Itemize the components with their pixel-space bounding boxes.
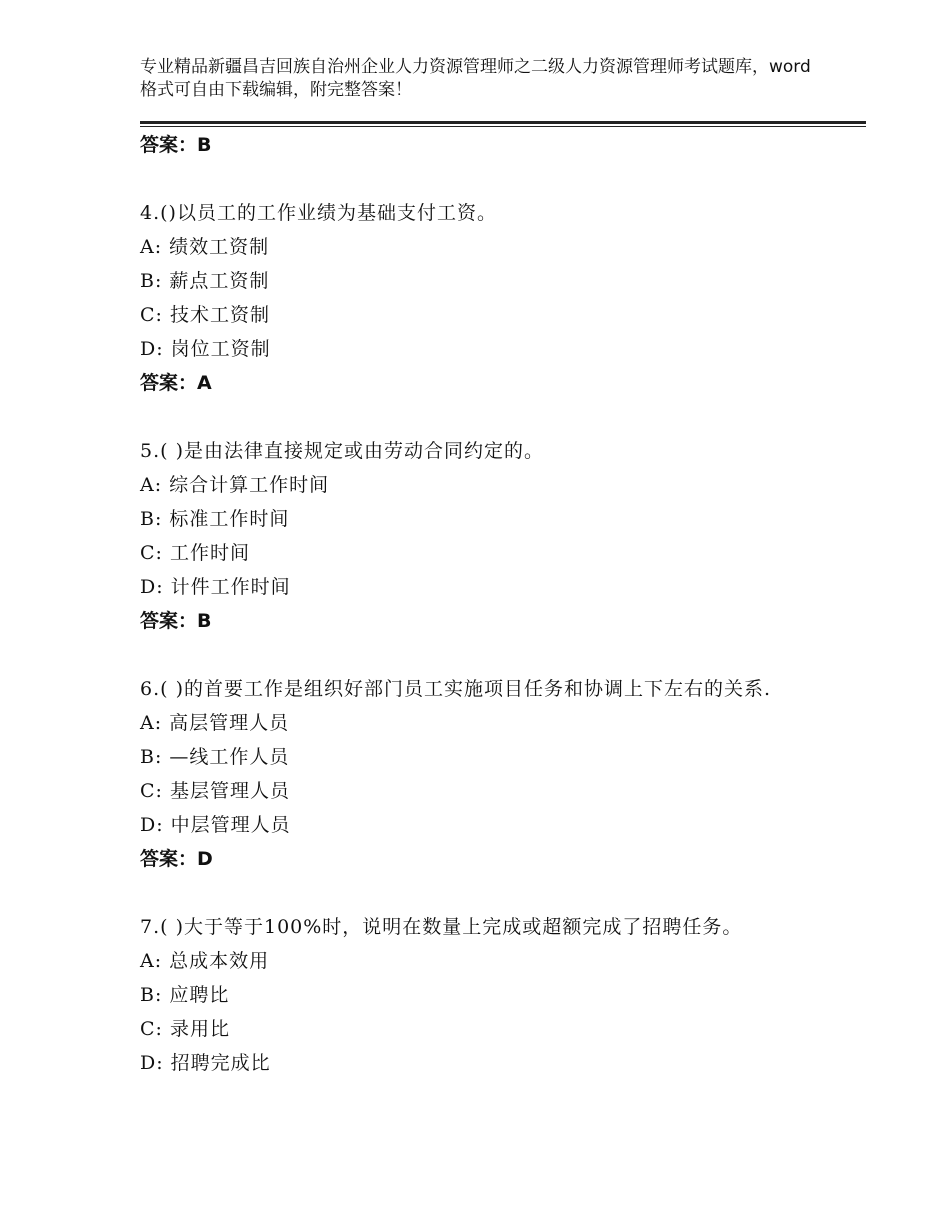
- option-a: A: 总成本效用: [140, 950, 270, 972]
- answer-label: 答案：D: [140, 848, 213, 870]
- option-b: B: 应聘比: [140, 984, 230, 1006]
- question-block: [140, 672, 840, 876]
- option-a: A: 综合计算工作时间: [140, 474, 330, 496]
- option-d: D: 中层管理人员: [140, 814, 291, 836]
- option-d: D: 岗位工资制: [140, 338, 271, 360]
- option-d: D: 招聘完成比: [140, 1052, 271, 1074]
- question-block: [140, 910, 840, 1080]
- option-d: D: 计件工作时间: [140, 576, 291, 598]
- question-text: 5.( )是由法律直接规定或由劳动合同约定的。: [140, 440, 544, 462]
- option-c: C: 录用比: [140, 1018, 230, 1040]
- option-c: C: 工作时间: [140, 542, 250, 564]
- option-a: A: 绩效工资制: [140, 236, 270, 258]
- option-b: B: —线工作人员: [140, 746, 290, 768]
- option-c: C: 基层管理人员: [140, 780, 290, 802]
- question-content: [140, 128, 840, 1080]
- option-b: B: 标准工作时间: [140, 508, 290, 530]
- question-block: [140, 196, 840, 400]
- answer-label: 答案：B: [140, 134, 212, 156]
- answer-label: 答案：A: [140, 372, 212, 394]
- question-text: 7.( )大于等于100%时，说明在数量上完成或超额完成了招聘任务。: [140, 916, 743, 938]
- question-text: 6.( )的首要工作是组织好部门员工实施项目任务和协调上下左右的关系.: [140, 678, 772, 700]
- option-a: A: 高层管理人员: [140, 712, 290, 734]
- question-text: 4.()以员工的工作业绩为基础支付工资。: [140, 202, 497, 224]
- document-header: 专业精品新疆昌吉回族自治州企业人力资源管理师之二级人力资源管理师考试题库，word格式可自由下载编辑，附完整答案！: [140, 57, 811, 100]
- header-rule-thin: [140, 126, 866, 127]
- option-b: B: 薪点工资制: [140, 270, 270, 292]
- answer-label: 答案：B: [140, 610, 212, 632]
- header-rule-thick: [140, 121, 866, 124]
- option-c: C: 技术工资制: [140, 304, 270, 326]
- question-block: [140, 434, 840, 638]
